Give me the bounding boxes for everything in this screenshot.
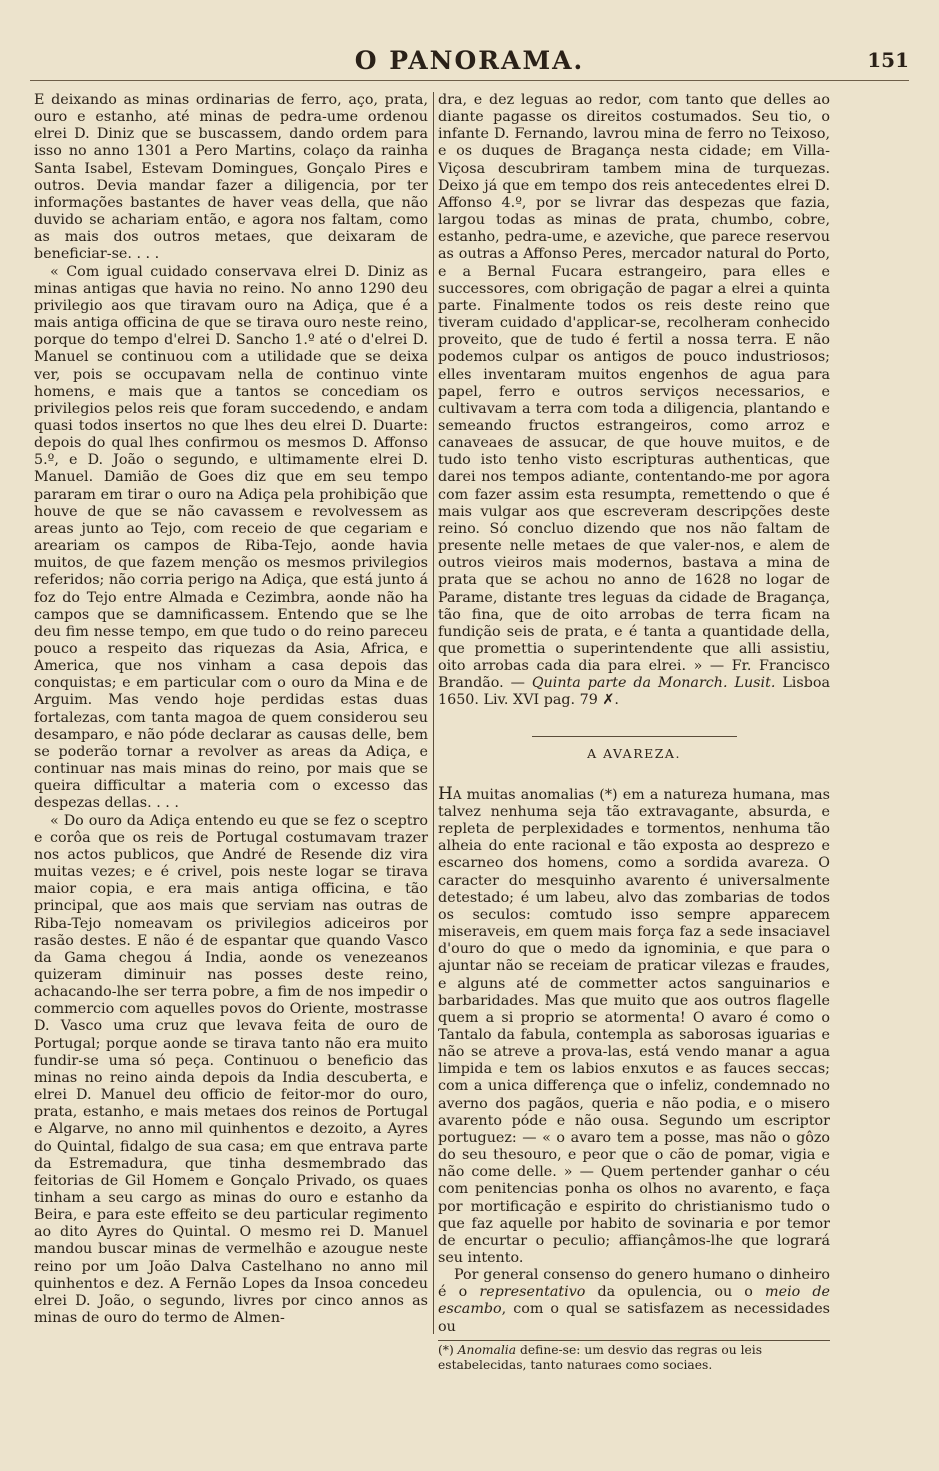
left-paragraph-1: E deixando as minas ordinarias de ferro, aço, prata, ouro e estanho, até minas de pedra-ume ordenou elrei D. Diniz que se buscassem, dando ordem para isso no anno 1301 a Pero Martins, colaço da rainha Santa Isabel, Estevam Domingues, Gonçalo Pires e outros. Devia mandar fazer a diligencia, por ter informações bastantes de haver veas della, que não duvido se achariam então, e agora nos faltam, como as mais dos outros metaes, que deixaram de beneficiar-se. . . . — [34, 92, 428, 263]
avareza-p2-part-c: , com o qual se satisfazem as necessidades ou — [438, 1301, 830, 1335]
avareza-p2-italic-2: meio de escambo — [438, 1284, 830, 1318]
avareza-paragraph-1 — [438, 783, 830, 1267]
footnote-mark: (*) — [438, 1342, 458, 1357]
avareza-p2-part-b: da opulencia, ou o — [585, 1284, 766, 1301]
footnote-rule — [438, 1340, 830, 1341]
avareza-paragraph-2 — [438, 1267, 830, 1336]
footnote-text: define-se: um desvio das regras ou leis estabelecidas, tanto naturaes como sociaes. — [438, 1342, 763, 1372]
right-paragraph-1 — [438, 92, 830, 710]
section-divider — [532, 736, 737, 737]
right-paragraph-1-text: dra, e dez leguas ao redor, com tanto que delles ao diante pagasse os direitos costumados. Seu tio, o infante D. Fernando, lavrou mina de ferro no Teixoso, e os duques de Bragança nesta cidade; em Villa-Viçosa descubriram tambem mina de turquezas. Deixo já que em tempo dos reis antecedentes elrei D. Affonso 4.º, por se livrar das despezas que fazia, largou todas as minas de prata, chumbo, cobre, estanho, pedra-ume, e azeviche, que parece reservou as outras a Affonso Peres, mercador natural do Porto, e a Bernal Fucara estrangeiro, para elles e successores, com obrigação de pagar a elrei a quinta parte. Finalmente todos os reis deste reino que tiveram cuidado d'applicar-se, recolheram conhecido proveito, que de tudo é fertil a nossa terra. E não podemos culpar os antigos de pouco industriosos; elles inventaram muitos engenhos de agua para papel, ferro e outros serviços necessarios, e cultivavam a terra com toda a diligencia, plantando e semeando fructos estrangeiros, como arroz e canaveaes de assucar, de que houve muitos, e de tudo isto tenho visto escripturas authenticas, que darei nos tempos adiante, contentando-me por agora com fazer assim esta resumpta, remettendo o que é mais vulgar aos que escreveram descripções deste reino. Só concluo dizendo que nos não faltam de presente nelle metaes de que valer-nos, e alem de outros vieiros mais modernos, bastava a mina de prata que se achou no anno de 1628 no logar de Parame, distante tres leguas da cidade de Bragança, tão fina, que de oito arrobas de terra ficam na fundição seis de prata, e é tanta a quantidade della, que promettia o superintendente que alli assistiu, oito arrobas cada dia para elrei. » — Fr. Francisco Brandão. — — [438, 92, 830, 692]
section-title: A AVAREZA. — [587, 745, 681, 761]
left-paragraph-2: « Com igual cuidado conservava elrei D. Diniz as minas antigas que havia no reino. No anno 1290 deu privilegio aos que tiravam ouro na Adiça, que é a mais antiga officina de que se tirava ouro neste reino, porque do tempo d'elrei D. Sancho 1.º até o d'elrei D. Manuel se continuou com a utilidade que se deixa ver, pois se occupavam nella de continuo vinte homens, e mais que a tantos se concediam os privilegios pelos reis que foram succedendo, e andam quasi todos insertos no que lhes deu elrei D. Duarte: depois do qual lhes confirmou os mesmos D. Affonso 5.º, e D. João o segundo, e ultimamente elrei D. Manuel. Damião de Goes diz que em seu tempo pararam em tirar o ouro na Adiça pela prohibição que houve de que se não cavassem e revolvessem as areas junto ao Tejo, com receio de que cegariam e areariam os campos de Riba-Tejo, aonde havia muitos, de que fazem menção os mesmos privilegios referidos; não corria perigo na Adiça, que está junto á foz do Tejo entre Almada e Cezimbra, aonde não ha campos que se damnificassem. Entendo que se lhe deu fim nesse tempo, em que tudo o do reino pareceu pouco a respeito das riquezas da Asia, Africa, e America, que nos vinham a casa depois das conquistas; e em particular com o ouro da Mina e de Arguim. Mas vendo hoje perdidas estas duas fortalezas, com tanta magoa de quem considerou seu desamparo, e não póde declarar as causas delle, bem se poderão tornar a revolver as areas da Adiça, e continuar nas mais minas do reino, por mais que se queira difficultar a materia com o excesso das despezas dellas. . . . — [34, 263, 428, 812]
avareza-paragraph-1-text: muitas anomalias (*) em a natureza humana, mas talvez nenhuma seja tão extravagante, absurda, e repleta de perplexidades e tormentos, nenhuma tão alheia do ente racional e tão exposta ao desprezo e escarneo dos homens, como a sordida avareza. O caracter do mesquinho avarento é universalmente detestado; é um labeu, alvo das zombarias de todos os seculos: comtudo isso sempre apparecem miseraveis, em quem mais força faz a sede insaciavel d'ouro do que o medo da ignominia, e que para o ajuntar não se receiam de praticar vilezas e fraudes, e alguns até de commetter actos sanguinarios e barbaridades. Mas que muito que aos outros flagelle quem a si proprio se atormenta! O avaro é como o Tantalo da fabula, contempla as saborosas iguarias e não se atreve a prova-las, está vendo manar a agua limpida e tem os labios enxutos e as fauces seccas; com a unica differença que o infeliz, condemnado no averno dos pagãos, queria e não podia, e o misero avarento póde e não ousa. Segundo um escriptor portuguez: — « o avaro tem a posse, mas não o gôzo do seu thesouro, e peor que o cão de pomar, vigia e não come delle. » — Quem pertender ganhar o céu com penitencias ponha os olhos no avarento, e faça por mortificação e espirito do christianismo tudo o que faz aquelle por habito de sovinaria e por temor de encurtar o peculio; affiançâmos-lhe que logrará seu intento. — [438, 786, 830, 1266]
citation-title: Quinta parte da Monarch. Lusit. — [531, 675, 776, 692]
running-title: O PANORAMA. — [354, 46, 585, 75]
page-header — [30, 40, 909, 81]
left-paragraph-3: « Do ouro da Adiça entendo eu que se fez o sceptro e corôa que os reis de Portugal costumavam trazer nos actos publicos, que André de Resende diz vira muitas vezes; e é crivel, pois neste logar se tirava maior copia, e era mais antiga officina, e tão principal, que aos mais que serviam nas outras de Riba-Tejo nomeavam os privilegios adiceiros por rasão destes. E não é de espantar que quando Vasco da Gama chegou á India, aonde os venezeanos quizeram diminuir nas posses deste reino, achacando-lhe ser terra pobre, a fim de nos impedir o commercio com aquelles povos do Oriente, mostrasse D. Vasco uma cruz que levava feita de ouro de Portugal; porque aonde se tirava tanto não era muito fundir-se uma só peça. Continuou o beneficio das minas no reino ainda depois da India descuberta, e elrei D. Manuel deu officio de feitor-mor do ouro, prata, estanho, e mais metaes dos reinos de Portugal e Algarve, no anno mil quinhentos e dezoito, a Ayres do Quintal, fidalgo de sua casa; em que entrava parte da Estremadura, que tinha desmembrado das feitorias de Gil Homem e Gonçalo Privado, os quaes tinham a seu cargo as minas do ouro e estanho da Beira, e para este effeito se deu particular regimento ao dito Ayres do Quintal. O mesmo rei D. Manuel mandou buscar minas de vermelhão e azougue neste reino por um João Dalva Castelhano no anno mil quinhentos e dez. A Fernão Lopes da Insoa concedeu elrei D. João, o segundo, livres por cinco annos as minas de ouro do termo de Almen- — [34, 812, 428, 1327]
initial-word: Ha — [438, 783, 462, 804]
column-divider — [433, 92, 434, 1334]
avareza-p2-part-a: Por general consenso do genero humano o dinheiro é o — [438, 1267, 830, 1301]
right-column — [438, 92, 830, 1373]
citation-tail: Lisboa 1650. Liv. XVI pag. 79 ✗. — [438, 675, 830, 709]
avareza-p2-italic-1: representativo — [479, 1284, 586, 1301]
page-number: 151 — [867, 48, 909, 72]
footnote — [438, 1343, 830, 1373]
left-column — [34, 92, 428, 1327]
footnote-term: Anomalia — [457, 1342, 517, 1357]
